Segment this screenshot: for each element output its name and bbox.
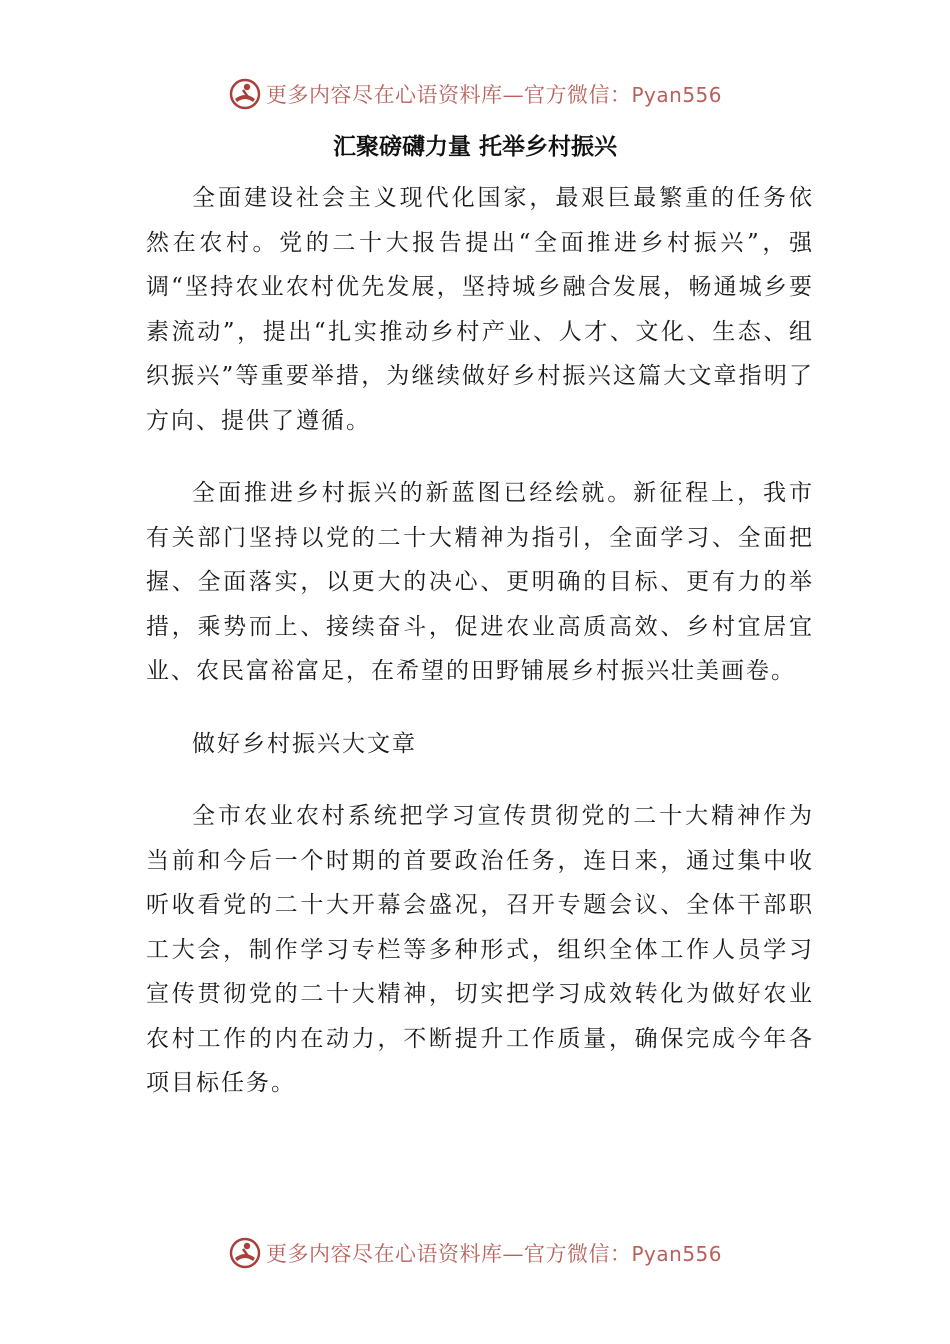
footer-banner — [0, 1233, 950, 1273]
banner-label: 更多内容尽在心语资料库—官方微信： — [265, 83, 632, 107]
wechat-id: Pyan556 — [631, 83, 722, 107]
banner-text — [266, 1238, 722, 1268]
reading-figure-logo-icon — [228, 1236, 262, 1270]
reading-figure-logo-icon — [228, 77, 262, 111]
paragraph-3: 全市农业农村系统把学习宣传贯彻党的二十大精神作为当前和今后一个时期的首要政治任务，连日来，通过集中收听收看党的二十大开幕会盛况，召开专题会议、全体干部职工大会，制作学习专栏等多种形式，组织全体工作人员学习宣传贯彻党的二十大精神，切实把学习成效转化为做好农业农村工作的内在动力，不断提升工作质量，确保完成今年各项目标任务。 — [146, 803, 814, 1096]
document-title: 汇聚磅礴力量 托举乡村振兴 — [332, 134, 617, 160]
banner-label: 更多内容尽在心语资料库—官方微信： — [265, 1242, 632, 1266]
banner-text — [266, 79, 722, 109]
wechat-id: Pyan556 — [631, 1242, 722, 1266]
paragraph-1: 全面建设社会主义现代化国家，最艰巨最繁重的任务依然在农村。党的二十大报告提出“全面推进乡村振兴”，强调“坚持农业农村优先发展，坚持城乡融合发展，畅通城乡要素流动”，提出“扎实推动乡村产业、人才、文化、生态、组织振兴”等重要举措，为继续做好乡村振兴这篇大文章指明了方向、提供了遵循。 — [146, 185, 814, 434]
section-heading: 做好乡村振兴大文章 — [192, 730, 417, 757]
header-banner — [0, 74, 950, 114]
document-body — [146, 176, 814, 1106]
paragraph-2: 全面推进乡村振兴的新蓝图已经绘就。新征程上，我市有关部门坚持以党的二十大精神为指引，全面学习、全面把握、全面落实，以更大的决心、更明确的目标、更有力的举措，乘势而上、接续奋斗，促进农业高质高效、乡村宜居宜 业、农民富裕富足，在希望的田野铺展乡村振兴壮美画卷。 — [146, 480, 814, 684]
